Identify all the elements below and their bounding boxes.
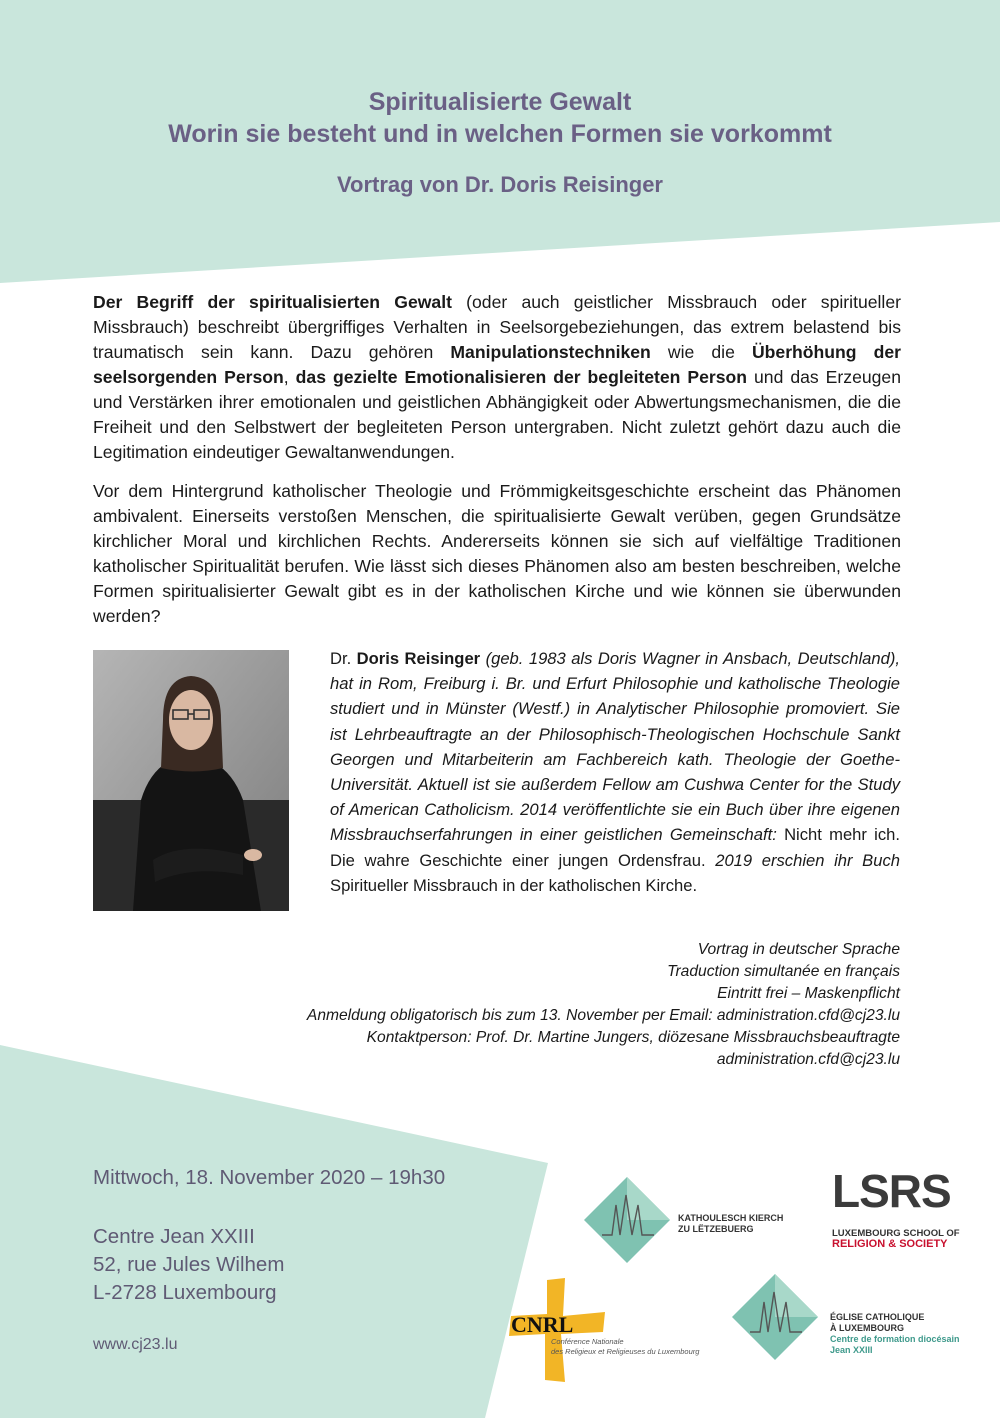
bio-text: 2019 erschien ihr Buch — [705, 850, 900, 870]
info-translation: Traduction simultanée en français — [667, 963, 900, 980]
intro-paragraph-1 — [93, 290, 901, 465]
bold-term: Manipulationstechniken — [450, 342, 651, 362]
logo-katholesch-kierch — [582, 1175, 782, 1265]
info-entry: Eintritt frei – Maskenpflicht — [717, 985, 900, 1002]
bold-term: das gezielte Emotionalisieren der begleiteten Person — [295, 367, 748, 387]
lsrs-wordmark: LSRS — [832, 1165, 951, 1217]
paragraph-text: , — [283, 367, 296, 387]
event-date: Mittwoch, 18. November 2020 – 19h30 — [93, 1166, 446, 1189]
cnrl-wordmark: CNRL — [511, 1312, 574, 1337]
bio-prefix: Dr. — [330, 649, 357, 668]
paragraph-text: (oder auch geistlicher Missbrauch oder spiritueller Missbrauch) beschreibt übergriffiges Verhalten in Seelsorgebeziehungen, das extrem belastend bis traumatisch sein kann. Dazu gehören — [93, 292, 901, 362]
speaker-photo — [93, 650, 289, 911]
logo-katholesch-line1: KATHOULESCH KIERCH — [678, 1213, 784, 1223]
page-subtitle: Vortrag von Dr. Doris Reisinger — [336, 172, 663, 197]
logo-lsrs-line1: LUXEMBOURG SCHOOL OF — [832, 1228, 960, 1239]
logo-lsrs-line2: RELIGION & SOCIETY — [832, 1238, 948, 1250]
logo-lsrs — [830, 1165, 980, 1250]
event-city: L-2728 Luxembourg — [93, 1281, 277, 1304]
website-link[interactable]: www.cj23.lu — [93, 1336, 178, 1353]
info-registration: Anmeldung obligatorisch bis zum 13. November per Email: administration.cfd@cj23.lu — [306, 1007, 900, 1024]
logo-eglise-line1: ÉGLISE CATHOLIQUE — [830, 1312, 925, 1322]
page-title-second-line: Worin sie besteht und in welchen Formen sie vorkommt — [168, 120, 832, 148]
info-contact-email[interactable]: administration.cfd@cj23.lu — [716, 1051, 900, 1068]
info-language: Vortrag in deutscher Sprache — [697, 941, 900, 958]
logo-katholesch-line2: ZU LËTZEBUERG — [678, 1224, 754, 1234]
speaker-biography — [330, 646, 900, 898]
paragraph-text: und das Erzeugen und Verstärken ihrer emotionalen und geistlichen Abhängigkeit oder Abwertungsmechanismen, die die Freiheit und den Selbstwert der begleiteten Person untergraben. Nicht zuletzt gehört dazu auch die Legitimation eindeutiger Gewaltanwendungen. — [93, 367, 901, 462]
logo-eglise-line2: À LUXEMBOURG — [830, 1323, 904, 1333]
info-contact: Kontaktperson: Prof. Dr. Martine Jungers, diözesane Missbrauchsbeauftragte — [366, 1029, 900, 1046]
logo-cnrl-line2: des Religieux et Religieuses du Luxembourg — [551, 1347, 700, 1356]
footer-mint-band — [0, 1045, 548, 1418]
logo-eglise-line3: Centre de formation diocésain — [830, 1334, 960, 1344]
bold-term: Der Begriff der spiritualisierten Gewalt — [93, 292, 452, 312]
speaker-name: Doris Reisinger — [356, 649, 481, 668]
bio-text: (geb. 1983 als Doris Wagner in Ansbach, Deutschland), hat in Rom, Freiburg i. Br. und Erfurt Philosophie und katholische Theologie studiert und in Münster (Westf.) in Analytischer Philosophie promoviert. Sie ist Lehrbeauftragte an der Philosophisch-Theologischen Hochschule Sankt Georgen und Mitarbeiterin am Fachbereich kath. Theologie der Goethe-Universität. Aktuell ist sie außerdem Fellow am Cushwa Center for the Study of American Catholicism. 2014 veröffentlichte sie ein Buch über ihre eigenen Missbrauchserfahrungen in einer geistlichen Gemeinschaft: — [330, 649, 900, 845]
event-street: 52, rue Jules Wilhem — [93, 1253, 285, 1276]
bold-term: Überhöhung der seelsorgenden Person — [93, 342, 901, 387]
intro-paragraph-2: Vor dem Hintergrund katholischer Theologie und Frömmigkeitsgeschichte erscheint das Phänomen ambivalent. Einerseits verstoßen Menschen, die spiritualisierte Gewalt verüben, gegen Grundsätze kirchlicher Moral und kirchlichen Rechts. Andererseits können sie sich auf vielfältige Traditionen katholischer Spiritualität berufen. Wie lässt sich dieses Phänomen also am besten beschreiben, welche Formen spiritualisierter Gewalt gibt es in der katholischen Kirche und wie können sie überwunden werden? — [93, 481, 901, 626]
diamond-church-icon — [582, 1175, 672, 1265]
event-venue: Centre Jean XXIII — [93, 1225, 255, 1248]
logo-eglise-catholique — [730, 1272, 990, 1362]
logo-eglise-line4: Jean XXIII — [830, 1345, 873, 1355]
page-title: Spiritualisierte Gewalt — [368, 88, 632, 116]
book-title-1: Nicht mehr ich. Die wahre Geschichte einer jungen Ordensfrau. — [330, 825, 901, 870]
logo-cnrl-line1: Conférence Nationale — [551, 1337, 624, 1346]
logo-cnrl — [505, 1276, 705, 1386]
book-title-2: Spiritueller Missbrauch in der katholischen Kirche. — [330, 875, 698, 895]
paragraph-text: wie die — [650, 342, 752, 362]
diamond-church-icon — [730, 1272, 820, 1362]
